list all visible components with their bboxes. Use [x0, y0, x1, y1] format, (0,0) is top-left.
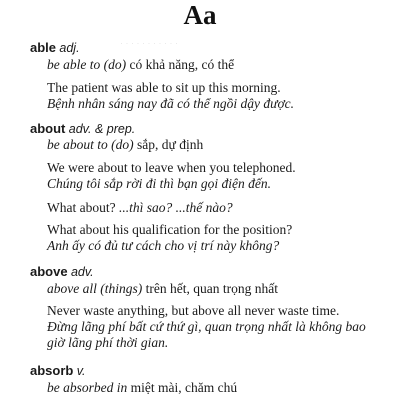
example-vi-line1: Đừng lãng phí bất cứ thứ gì, quan trọng nhất là không bao	[47, 319, 366, 334]
entry-about-head	[30, 121, 135, 137]
example-vi: Bệnh nhân sáng nay đã có thể ngồi dậy được.	[47, 96, 295, 111]
entry-able-head	[30, 40, 80, 56]
bleed-through-text: · · · · · · · · · · ·	[120, 38, 178, 48]
phrase: be about to (do)	[47, 137, 134, 152]
headword: above	[30, 264, 68, 279]
phrase-line	[47, 57, 234, 73]
part-of-speech: adj.	[59, 41, 80, 55]
phrase: be able to (do)	[47, 57, 127, 72]
phrase: be absorbed in	[47, 380, 128, 395]
example-en: The patient was able to sit up this morning.	[47, 80, 281, 95]
example-en: We were about to leave when you telephoned.	[47, 160, 296, 175]
phrase-meaning: có khả năng, có thể	[129, 57, 235, 72]
extra-phrase-line	[47, 200, 233, 216]
entry-above-head	[30, 264, 94, 280]
part-of-speech: adv. & prep.	[68, 122, 136, 136]
extra-phrase-meaning: ...thì sao? ...thế nào?	[118, 200, 233, 215]
phrase-line	[47, 281, 278, 297]
phrase-line	[47, 137, 203, 153]
phrase-meaning: trên hết, quan trọng nhất	[145, 281, 278, 296]
phrase-line	[47, 380, 237, 396]
example-en: Never waste anything, but above all never waste time.	[47, 303, 340, 318]
headword: able	[30, 40, 57, 55]
example2-en: What about his qualification for the position?	[47, 222, 293, 237]
phrase: above all (things)	[47, 281, 143, 296]
example-vi-line2: giờ lãng phí thời gian.	[47, 335, 169, 350]
extra-phrase: What about?	[47, 200, 116, 215]
part-of-speech: v.	[76, 364, 86, 378]
headword: about	[30, 121, 66, 136]
example-vi: Chúng tôi sắp rời đi thì bạn gọi điện đến.	[47, 176, 271, 191]
page-letter-heading: Aa	[183, 0, 217, 30]
phrase-meaning: miệt mài, chăm chú	[130, 380, 238, 395]
phrase-meaning: sắp, dự định	[137, 137, 204, 152]
entry-absorb-head	[30, 363, 86, 379]
headword: absorb	[30, 363, 74, 378]
example2-vi: Anh ấy có đủ tư cách cho vị trí này không?	[47, 238, 280, 253]
part-of-speech: adv.	[70, 265, 94, 279]
